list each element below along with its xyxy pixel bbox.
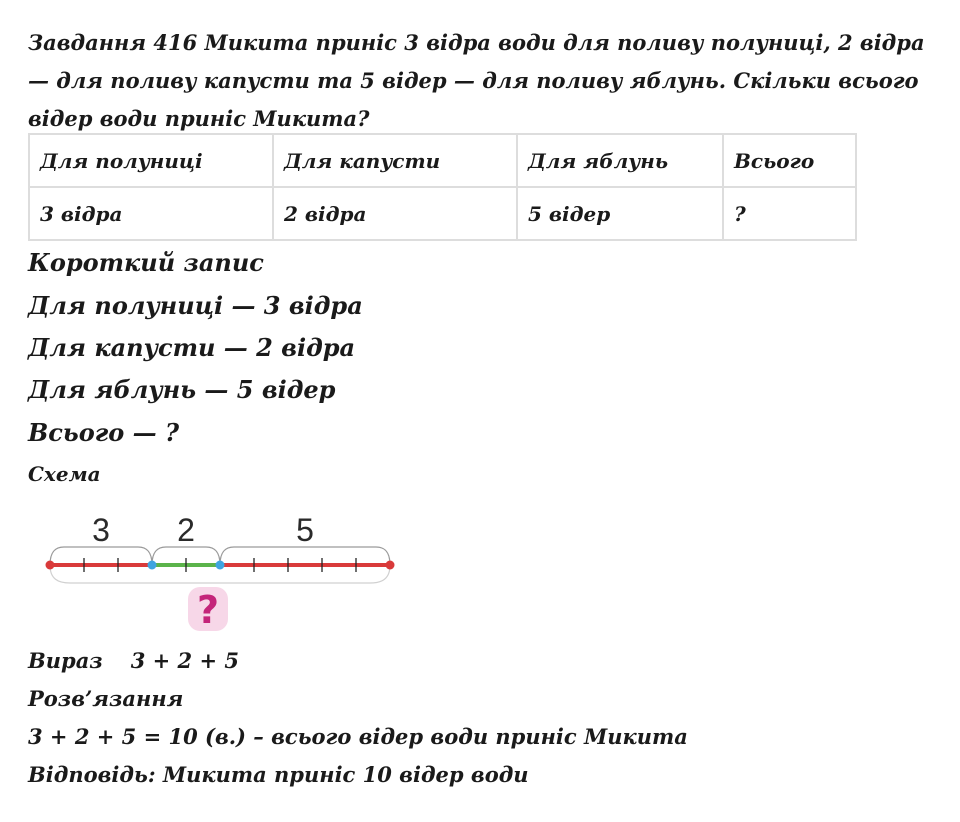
scheme-joint-0 (148, 561, 157, 570)
value-cabbage: 2 відра (273, 187, 517, 240)
scheme-label-2: 5 (296, 512, 314, 548)
header-apple: Для яблунь (517, 134, 723, 187)
expression-line (28, 648, 239, 673)
scheme-end-dot (386, 561, 395, 570)
question-mark: ? (196, 588, 220, 632)
short-note-title: Короткий запис (28, 248, 264, 277)
scheme-start-dot (46, 561, 55, 570)
scheme-label: Схема (28, 462, 101, 486)
table-header-row (29, 134, 856, 187)
solving-label: Розв’язання (28, 686, 184, 711)
expression-label: Вираз (28, 648, 103, 673)
answer-line (28, 762, 529, 787)
table-values-row (29, 187, 856, 240)
scheme-brace-0 (50, 547, 152, 565)
value-apple: 5 відер (517, 187, 723, 240)
problem-text: Микита приніс 3 відра води для поливу полуниці, 2 відра — для поливу капусти та 5 відер — для поливу яблунь. Скільки всього відер води приніс Микита? (28, 30, 925, 131)
scheme-brace-2 (220, 547, 390, 565)
value-strawberry: 3 відра (29, 187, 273, 240)
short-note-line-cabbage: Для капусти — 2 відра (28, 333, 356, 362)
value-total: ? (723, 187, 856, 240)
header-strawberry: Для полуниці (29, 134, 273, 187)
short-note-line-apple: Для яблунь — 5 відер (28, 375, 336, 404)
scheme-label-0: 3 (92, 512, 110, 548)
answer-label: Відповідь: (28, 762, 156, 787)
scheme-joint-1 (216, 561, 225, 570)
answer-text: Микита приніс 10 відер води (162, 762, 529, 787)
scheme-label-1: 2 (177, 512, 195, 548)
short-note-line-total: Всього — ? (28, 418, 180, 447)
scheme-diagram (40, 505, 410, 635)
short-note-line-strawberry: Для полуниці — 3 відра (28, 291, 363, 320)
header-total: Всього (723, 134, 856, 187)
data-table (28, 133, 857, 241)
problem-statement (28, 24, 943, 138)
header-cabbage: Для капусти (273, 134, 517, 187)
expression-value: 3 + 2 + 5 (130, 648, 239, 673)
solving-line: 3 + 2 + 5 = 10 (в.) – всього відер води приніс Микита (28, 724, 688, 749)
problem-number: Завдання 416 (28, 30, 198, 55)
